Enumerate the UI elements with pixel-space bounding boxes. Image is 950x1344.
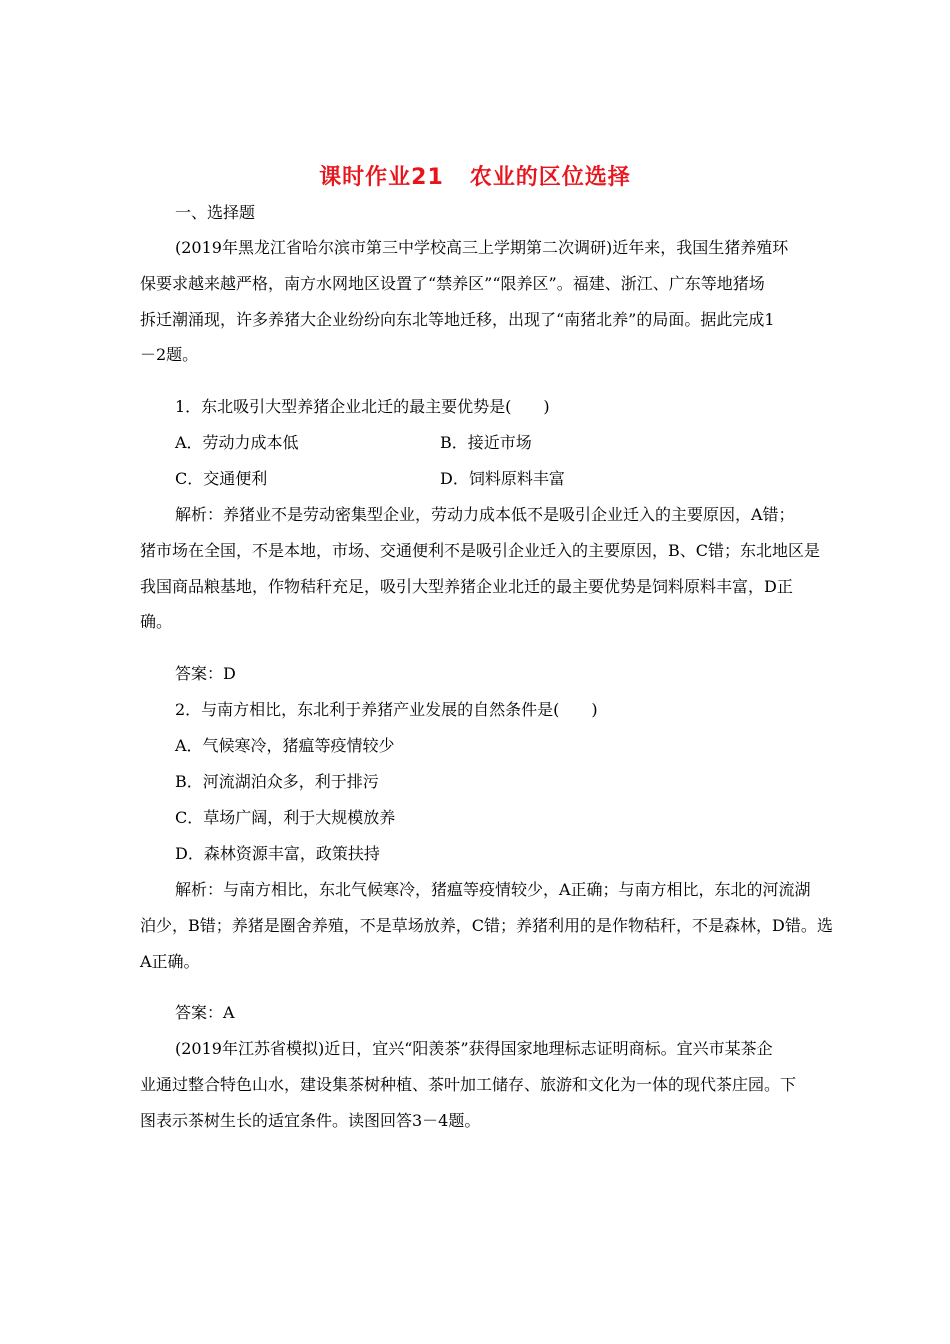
q2-answer: 答案：A (175, 1003, 235, 1022)
q2-analysis-line: 解析：与南方相比，东北气候寒冷，猪瘟等疫情较少，A正确；与南方相比，东北的河流湖 (175, 880, 811, 899)
title-part1: 课时作业21 (319, 165, 444, 190)
q1-option-c: C．交通便利 (175, 469, 268, 488)
q1-analysis-line: 我国商品粮基地，作物秸秆充足，吸引大型养猪企业北迁的最主要优势是饲料原料丰富，D正 (140, 577, 793, 596)
q2-analysis-line: A正确。 (140, 952, 200, 971)
q1-option-b: B．接近市场 (440, 433, 532, 452)
passage1-line: (2019年黑龙江省哈尔滨市第三中学校高三上学期第二次调研)近年来，我国生猪养殖环 (175, 238, 789, 257)
q1-analysis-line: 猪市场在全国，不是本地，市场、交通便利不是吸引企业迁入的主要原因，B、C错；东北地区是 (140, 541, 821, 560)
passage1-line: 保要求越来越严格，南方水网地区设置了“禁养区”“限养区”。福建、浙江、广东等地猪场 (140, 274, 765, 293)
q2-option-b: B．河流湖泊众多，利于排污 (175, 772, 379, 791)
passage2-line: (2019年江苏省模拟)近日，宜兴“阳羡茶”获得国家地理标志证明商标。宜兴市某茶企 (175, 1039, 773, 1058)
passage2-line: 业通过整合特色山水，建设集茶树种植、茶叶加工储存、旅游和文化为一体的现代茶庄园。下 (140, 1075, 797, 1094)
q1-answer: 答案：D (175, 664, 236, 683)
q1-analysis-line: 确。 (140, 612, 173, 631)
q2-option-c: C．草场广阔，利于大规模放养 (175, 808, 396, 827)
section-heading: 一、选择题 (175, 203, 256, 222)
q2-option-d: D．森林资源丰富，政策扶持 (175, 844, 380, 863)
q1-option-d: D．饲料原料丰富 (440, 469, 565, 488)
passage2-line: 图表示茶树生长的适宜条件。读图回答3－4题。 (140, 1111, 481, 1130)
page-title (0, 160, 950, 191)
q1-option-a: A．劳动力成本低 (175, 433, 299, 452)
question-1-stem: 1．东北吸引大型养猪企业北迁的最主要优势是( ) (175, 397, 550, 416)
passage1-line: 拆迁潮涌现，许多养猪大企业纷纷向东北等地迁移，出现了“南猪北养”的局面。据此完成1 (140, 310, 775, 329)
q1-analysis-line: 解析：养猪业不是劳动密集型企业，劳动力成本低不是吸引企业迁入的主要原因，A错； (175, 505, 795, 524)
question-2-stem: 2．与南方相比，东北利于养猪产业发展的自然条件是( ) (175, 700, 598, 719)
q2-option-a: A．气候寒冷，猪瘟等疫情较少 (175, 736, 395, 755)
passage1-line: －2题。 (140, 345, 199, 364)
q2-analysis-line: 泊少，B错；养猪是圈舍养殖，不是草场放养，C错；养猪利用的是作物秸秆，不是森林，D错。选 (140, 916, 833, 935)
title-part2: 农业的区位选择 (469, 165, 631, 190)
